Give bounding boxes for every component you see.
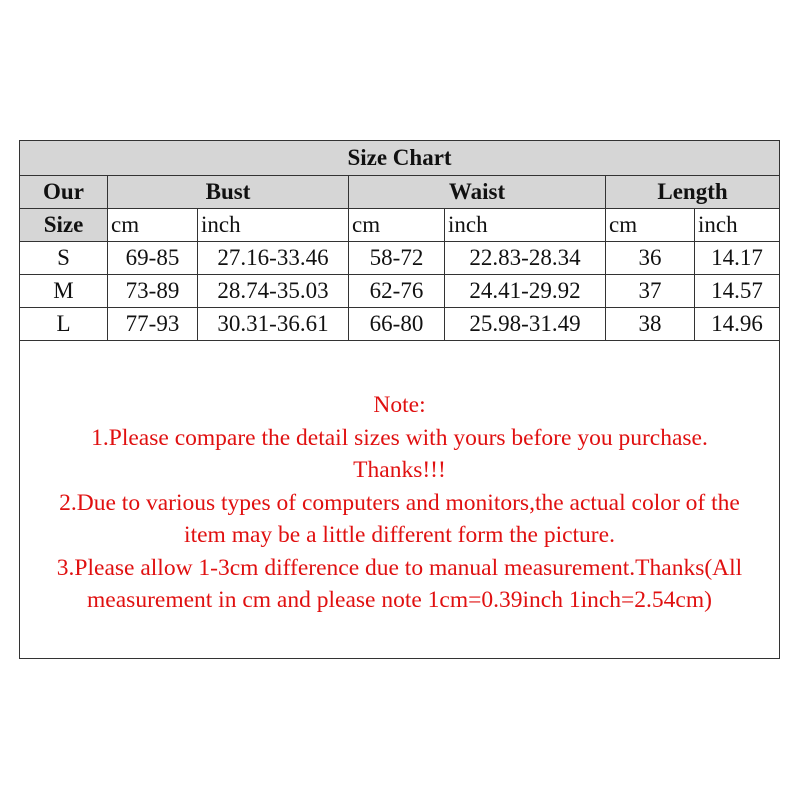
length-cm: 37 bbox=[606, 275, 695, 308]
waist-inch: 24.41-29.92 bbox=[445, 275, 606, 308]
length-cm: 38 bbox=[606, 308, 695, 341]
header-waist: Waist bbox=[349, 176, 606, 209]
note-line: measurement in cm and please note 1cm=0.39inch 1inch=2.54cm) bbox=[87, 587, 712, 613]
note-line: item may be a little different form the picture. bbox=[184, 522, 615, 548]
note-line: 3.Please allow 1-3cm difference due to manual measurement.Thanks(All bbox=[56, 554, 743, 581]
bust-cm: 69-85 bbox=[108, 242, 198, 275]
notes-block bbox=[20, 389, 779, 617]
chart-title: Size Chart bbox=[20, 141, 780, 176]
unit-bust-inch: inch bbox=[198, 209, 349, 242]
waist-cm: 58-72 bbox=[349, 242, 445, 275]
bust-inch: 27.16-33.46 bbox=[198, 242, 349, 275]
size-table bbox=[19, 140, 780, 341]
unit-length-cm: cm bbox=[606, 209, 695, 242]
size-label: M bbox=[20, 275, 108, 308]
waist-inch: 25.98-31.49 bbox=[445, 308, 606, 341]
note-line: 1.Please compare the detail sizes with yours before you purchase. bbox=[91, 424, 708, 451]
header-length: Length bbox=[606, 176, 780, 209]
length-inch: 14.57 bbox=[695, 275, 780, 308]
table-row bbox=[20, 308, 780, 341]
size-chart bbox=[19, 140, 780, 659]
length-inch: 14.96 bbox=[695, 308, 780, 341]
note-heading: Note: bbox=[373, 392, 426, 418]
note-line: 2.Due to various types of computers and monitors,the actual color of the bbox=[59, 489, 740, 516]
length-inch: 14.17 bbox=[695, 242, 780, 275]
size-label: S bbox=[20, 242, 108, 275]
header-bust: Bust bbox=[108, 176, 349, 209]
waist-inch: 22.83-28.34 bbox=[445, 242, 606, 275]
unit-length-inch: inch bbox=[695, 209, 780, 242]
bust-cm: 77-93 bbox=[108, 308, 198, 341]
size-label: L bbox=[20, 308, 108, 341]
waist-cm: 62-76 bbox=[349, 275, 445, 308]
header-our: Our bbox=[20, 176, 108, 209]
bust-cm: 73-89 bbox=[108, 275, 198, 308]
table-row bbox=[20, 242, 780, 275]
unit-waist-cm: cm bbox=[349, 209, 445, 242]
note-line: Thanks!!! bbox=[353, 457, 446, 483]
waist-cm: 66-80 bbox=[349, 308, 445, 341]
bust-inch: 30.31-36.61 bbox=[198, 308, 349, 341]
bust-inch: 28.74-35.03 bbox=[198, 275, 349, 308]
unit-bust-cm: cm bbox=[108, 209, 198, 242]
length-cm: 36 bbox=[606, 242, 695, 275]
table-row bbox=[20, 275, 780, 308]
header-size: Size bbox=[20, 209, 108, 242]
unit-waist-inch: inch bbox=[445, 209, 606, 242]
